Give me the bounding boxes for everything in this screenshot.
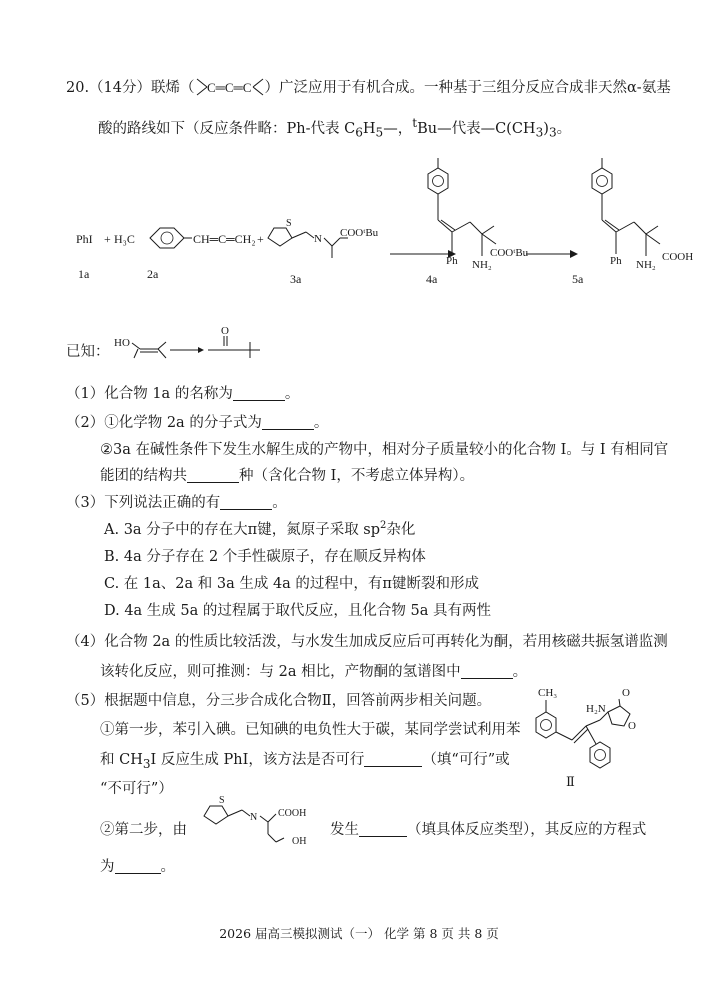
o-text: O <box>221 325 229 337</box>
question-number: 20.（14分）联烯（ <box>66 80 195 96</box>
q5-step1-b-end: （填“可行”或 <box>422 752 510 768</box>
q2-part2-blank[interactable] <box>187 468 239 484</box>
question-intro: ）广泛应用于有机合成。一种基于三组分反应合成非天然α-氨基 <box>264 80 671 96</box>
question-4-line2 <box>100 660 527 681</box>
h-text: H <box>362 120 376 137</box>
sub-3: 3 <box>535 125 544 140</box>
phenyl-ring-ii <box>590 742 610 768</box>
thiophene-ring-step2 <box>204 806 228 824</box>
q3-answer-blank[interactable] <box>220 495 272 511</box>
sub-5: 5 <box>375 125 384 140</box>
lactone-ring-ii <box>608 706 630 726</box>
s-3a: S <box>286 218 292 229</box>
q3-text: （3）下列说法正确的有 <box>66 495 221 511</box>
benzene-ring-5a <box>592 168 612 194</box>
route-desc: 酸的路线如下（反应条件略：Ph-代表 C <box>98 120 356 137</box>
compound-ii-label: Ⅱ <box>566 774 575 789</box>
question-4-line1: （4）化合物 2a 的性质比较活泼，与水发生加成反应后可再转化为酮，若用核磁共振氢谱监测 <box>66 634 668 650</box>
q5-step1-blank[interactable] <box>364 752 422 768</box>
q2-part2b-text: 能团的结构共 <box>100 468 187 484</box>
allene-structure-icon <box>195 76 265 98</box>
benzene-ring-2a <box>150 228 184 248</box>
n-3a: N <box>314 233 322 245</box>
paren: ) <box>543 120 549 137</box>
question-2-part2a: ②3a 在碱性条件下发生水解生成的产物中，相对分子质量较小的化合物 I。与 I 有相同官 <box>100 442 669 458</box>
label-3a: 3a <box>290 272 302 286</box>
q3-option-d[interactable]: D. 4a 生成 5a 的过程属于取代反应，且化合物 5a 具有两性 <box>104 603 491 619</box>
q5-step2-end: （填具体反应类型），其反应的方程式 <box>407 822 647 838</box>
label-2a: 2a <box>147 267 159 281</box>
known-label: 已知： <box>66 344 110 360</box>
question-5-intro: （5）根据题中信息，分三步合成化合物Ⅱ，回答前两步相关问题。 <box>66 693 492 709</box>
question-3 <box>66 491 287 512</box>
t-sup: t <box>412 116 418 130</box>
q5-step1-line1: ①第一步，苯引入碘。已知碘的电负性大于碳，某同学尝试利用苯 <box>100 722 521 738</box>
cootbu-4a: COOᵗBu <box>490 247 529 259</box>
question-2-part2b <box>100 464 474 485</box>
o-ring-ii: O <box>628 720 636 732</box>
h2n-ii: H₂N <box>586 703 606 715</box>
ho-text: HO <box>114 337 130 349</box>
ch3-ii: CH₃ <box>538 687 558 699</box>
q5-step2-equation <box>100 855 175 876</box>
q3-option-c[interactable]: C. 在 1a、2a 和 3a 生成 4a 的过程中，有π键断裂和形成 <box>104 576 479 592</box>
o-carbonyl-ii: O <box>622 687 630 699</box>
q3-option-b[interactable]: B. 4a 分子存在 2 个手性碳原子，存在顺反异构体 <box>104 549 426 565</box>
q3-end: 。 <box>272 495 287 511</box>
q3-option-a-end: 杂化 <box>386 522 416 538</box>
label-4a: 4a <box>426 272 438 286</box>
ph-4a: Ph <box>446 255 458 267</box>
period: 。 <box>556 120 572 137</box>
q2-part1-text: （2）①化学物 2a 的分子式为 <box>66 415 262 431</box>
q2-part2b-end: 种（含化合物 I，不考虑立体异构）。 <box>239 468 475 484</box>
cootbu-3a: COOᵗBu <box>340 227 379 239</box>
q2-part1-blank[interactable] <box>262 415 314 431</box>
step2-reactant-structure <box>196 790 336 852</box>
reaction-scheme <box>70 150 710 300</box>
q1-end: 。 <box>284 386 300 402</box>
known-reaction <box>110 322 270 364</box>
n-step2: N <box>250 812 258 823</box>
ph-tail: —， <box>383 120 413 137</box>
label-5a: 5a <box>572 272 584 286</box>
question-2-part1 <box>66 411 328 432</box>
q5-step1-b-pre: 和 CH <box>100 752 143 768</box>
cooh-5a: COOH <box>662 251 694 263</box>
q5-step1-line3: “不可行”） <box>100 781 173 797</box>
sub-6: 6 <box>355 125 363 140</box>
q4-end: 。 <box>512 664 528 680</box>
question-1 <box>66 382 299 403</box>
ch3-sub: 3 <box>142 756 151 771</box>
q5-step1-line2 <box>100 748 510 771</box>
oh-step2: OH <box>292 836 307 847</box>
tbu-desc: Bu—代表—C(CH <box>417 120 536 137</box>
phi-text: PhI <box>76 232 93 246</box>
page-footer: 2026 届高三模拟测试（一） 化学 第 8 页 共 8 页 <box>219 926 499 941</box>
q3-option-a-text: A. 3a 分子中的存在大π键，氮原子采取 sp <box>104 522 381 538</box>
sp2-sup: 2 <box>380 520 387 532</box>
benzene-ring-4a <box>428 168 448 194</box>
q2-part1-end: 。 <box>313 415 329 431</box>
plus-2: + <box>257 232 264 246</box>
q4-line2-text: 该转化反应，则可推测：与 2a 相比，产物酮的氢谱图中 <box>100 664 461 680</box>
q5-step2-post: 发生 <box>330 822 359 838</box>
q5-step2-suffix <box>330 818 646 839</box>
cooh-step2: COOH <box>278 808 307 819</box>
q5-eq-pre: 为 <box>100 859 115 875</box>
known-arrow-head <box>198 347 204 353</box>
h3c-text: H₃C <box>114 232 135 246</box>
plus-1: + <box>104 232 111 246</box>
q1-text: （1）化合物 1a 的名称为 <box>66 386 233 402</box>
thiophene-ring-3a <box>268 228 292 246</box>
allene-chain-text: CH═C═CH₂ <box>193 232 256 246</box>
ph-5a: Ph <box>610 255 622 267</box>
q5-eq-end: 。 <box>160 859 175 875</box>
allene-text: C═C═C <box>206 80 251 95</box>
q5-step1-b-post: I 反应生成 PhI，该方法是否可行 <box>150 752 365 768</box>
arrow-head-2 <box>570 250 578 258</box>
s-step2: S <box>219 795 225 806</box>
q5-equation-blank[interactable] <box>115 859 161 875</box>
label-1a: 1a <box>78 267 90 281</box>
q4-answer-blank[interactable] <box>461 664 513 680</box>
compound-ii-structure <box>500 682 670 802</box>
q5-step2-prefix: ②第二步，由 <box>100 822 187 838</box>
q1-answer-blank[interactable] <box>233 386 285 402</box>
benzene-ring-ii <box>536 712 556 738</box>
question-20-line2 <box>98 116 571 140</box>
nh2-5a: NH₂ <box>636 259 656 271</box>
q3-option-a[interactable] <box>104 518 415 539</box>
nh2-4a: NH₂ <box>472 259 492 271</box>
sub-3b: 3 <box>548 125 557 140</box>
q5-step2-blank[interactable] <box>359 822 407 838</box>
question-20-line1 <box>66 76 671 98</box>
